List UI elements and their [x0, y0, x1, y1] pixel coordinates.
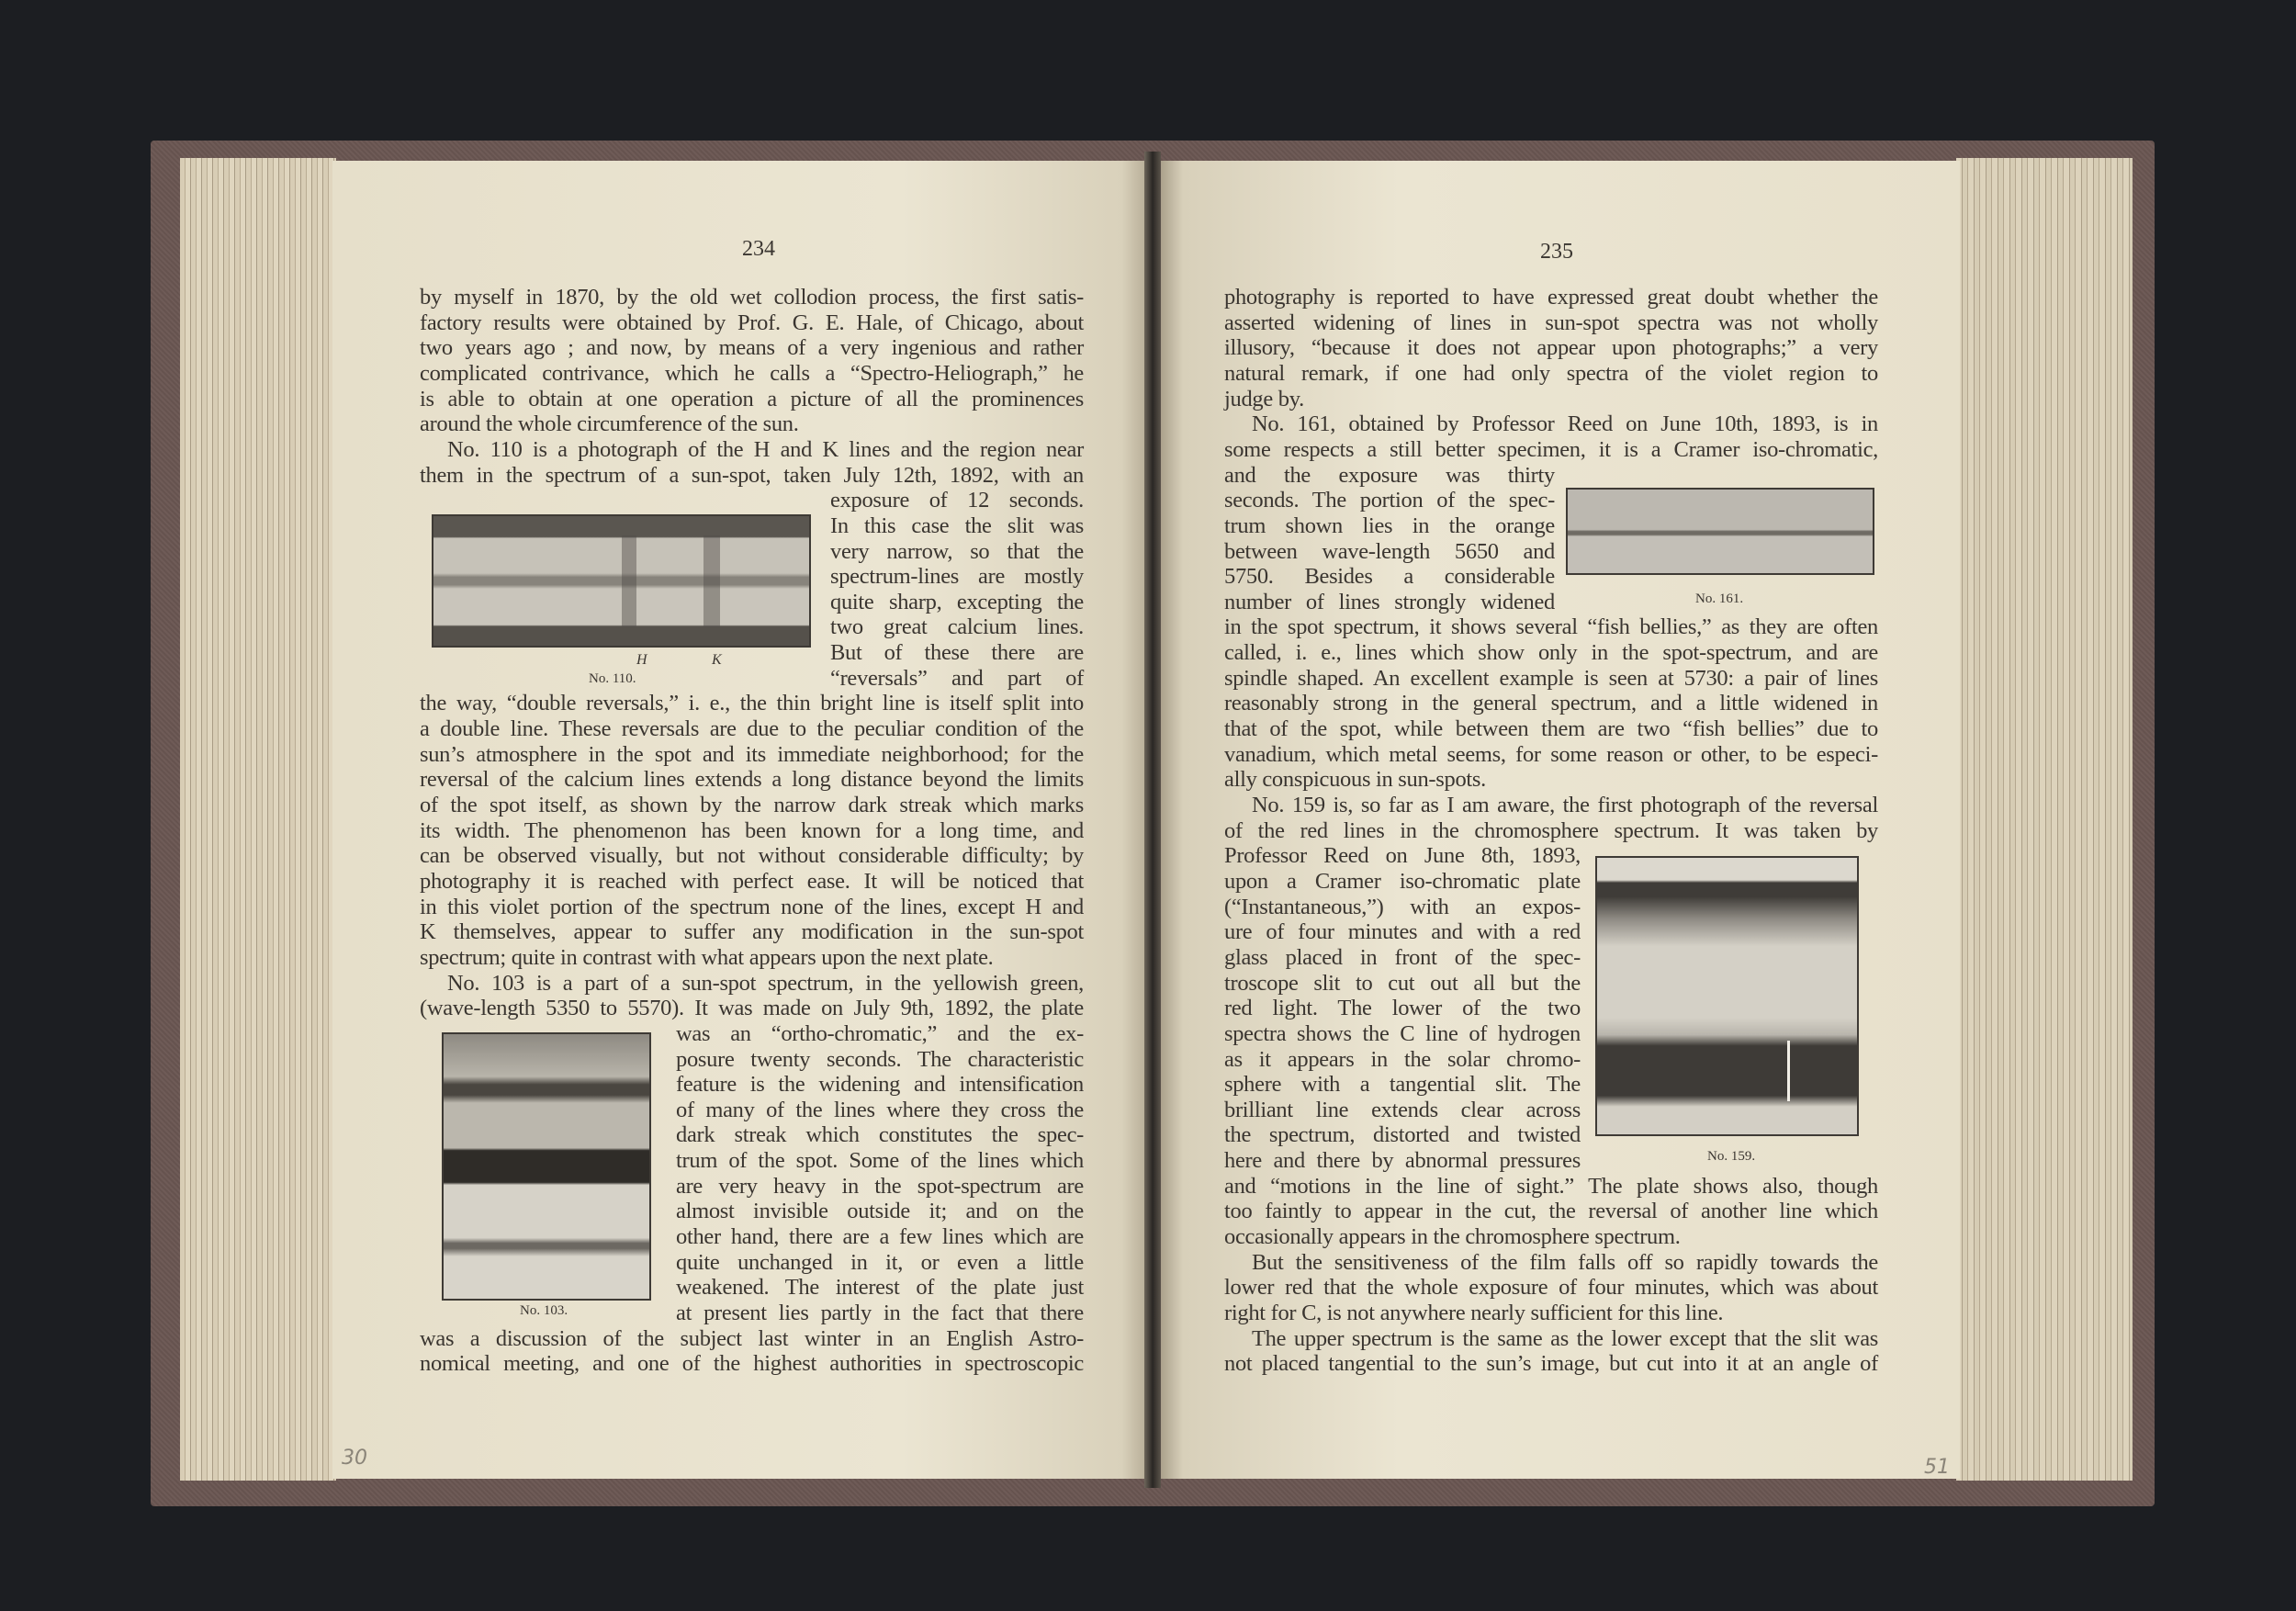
text-line: was a discussion of the subject last winter in an English Astro- [420, 1325, 1084, 1351]
text-line: asserted widening of lines in sun-spot spectra was not wholly [1224, 310, 1878, 335]
page-number-left: 234 [742, 237, 775, 261]
text-line: trum shown lies in the orange [1224, 513, 1555, 538]
text-line: them in the spectrum of a sun-spot, taken July 12th, 1892, with an [420, 462, 1084, 488]
text-line: was an “ortho-chromatic,” and the ex- [676, 1020, 1084, 1046]
figure-159-spectrum [1595, 856, 1859, 1136]
text-line: illusory, “because it does not appear upon photographs;” a very [1224, 335, 1878, 361]
figure-161-spectrum [1566, 488, 1874, 575]
text-line: two great calcium lines. [830, 614, 1084, 640]
text-line: feature is the widening and intensification [676, 1072, 1084, 1098]
text-line: reasonably strong in the general spectrum, and a little widened in [1224, 691, 1878, 716]
text-line: occasionally appears in the chromosphere spectrum. [1224, 1224, 1681, 1250]
text-line: upon a Cramer iso-chromatic plate [1224, 868, 1581, 894]
text-line: vanadium, which metal seems, for some reason or other, to be especi- [1224, 741, 1878, 767]
text-line: natural remark, if one had only spectra of the violet region to [1224, 360, 1878, 386]
text-line: troscope slit to cut out all but the [1224, 970, 1581, 996]
text-line: (“Instantaneous,”) with an expos- [1224, 894, 1581, 919]
text-line: ally conspicuous in sun-spots. [1224, 767, 1486, 793]
text-line: is able to obtain at one operation a picture of all the prominences [420, 386, 1084, 411]
k-line-band [703, 535, 720, 626]
text-line: weakened. The interest of the plate just [676, 1275, 1084, 1301]
text-line: K themselves, appear to suffer any modification in the sun-spot [420, 919, 1084, 945]
text-line: almost invisible outside it; and on the [676, 1199, 1084, 1224]
fig159-caption: No. 159. [1707, 1149, 1756, 1164]
text-line: in this violet portion of the spectrum none of the lines, except H and [420, 894, 1084, 919]
text-line: exposure of 12 seconds. [830, 488, 1084, 513]
text-line: very narrow, so that the [830, 538, 1084, 564]
page-edges-right [1956, 158, 2133, 1481]
text-line: judge by. [1224, 386, 1304, 411]
text-line: spectrum-lines are mostly [830, 564, 1084, 590]
text-line: No. 161, obtained by Professor Reed on June 10th, 1893, is in [1252, 411, 1878, 437]
text-line: But the sensitiveness of the film falls off so rapidly towards the [1252, 1249, 1878, 1275]
page-edges-left [180, 158, 336, 1481]
text-line: spectra shows the C line of hydrogen [1224, 1020, 1581, 1046]
page-number-right: 235 [1540, 240, 1573, 264]
text-line: Professor Reed on June 8th, 1893, [1224, 843, 1581, 869]
text-line: a double line. These reversals are due to the peculiar condition of the [420, 716, 1084, 742]
text-line: not placed tangential to the sun’s image, but cut into it at an angle of [1224, 1351, 1878, 1377]
text-line: and the exposure was thirty [1224, 462, 1555, 488]
fig110-label-h: H [636, 652, 647, 668]
text-line: posure twenty seconds. The characteristic [676, 1046, 1084, 1072]
text-line: But of these there are [830, 640, 1084, 666]
text-line: too faintly to appear in the cut, the reversal of another line which [1224, 1199, 1878, 1224]
figure-110-spectrum [432, 514, 811, 648]
text-line: glass placed in front of the spec- [1224, 944, 1581, 970]
fig110-caption: No. 110. [589, 671, 636, 686]
text-line: ure of four minutes and with a red [1224, 919, 1581, 945]
bright-c-line [1787, 1041, 1790, 1101]
text-line: photography is reported to have expressed great doubt whether the [1224, 285, 1878, 310]
text-line: its width. The phenomenon has been known for a long time, and [420, 817, 1084, 843]
text-line: No. 103 is a part of a sun-spot spectrum, in the yellowish green, [447, 970, 1084, 996]
text-line: as it appears in the solar chromo- [1224, 1046, 1581, 1072]
text-line: right for C, is not anywhere nearly sufficient for this line. [1224, 1301, 1724, 1325]
text-line: and “motions in the line of sight.” The plate shows also, though [1224, 1173, 1878, 1199]
text-line: dark streak which constitutes the spec- [676, 1122, 1084, 1148]
text-line: seconds. The portion of the spec- [1224, 488, 1555, 513]
text-line: factory results were obtained by Prof. G. E. Hale, of Chicago, about [420, 310, 1084, 335]
text-line: in the spot spectrum, it shows several “fish bellies,” as they are often [1224, 614, 1878, 640]
text-line: spindle shaped. An excellent example is seen at 5730: a pair of lines [1224, 665, 1878, 691]
text-line: are very heavy in the spot-spectrum are [676, 1173, 1084, 1199]
text-line: reversal of the calcium lines extends a long distance beyond the limits [420, 767, 1084, 793]
text-line: two years ago ; and now, by means of a very ingenious and rather [420, 335, 1084, 361]
text-line: brilliant line extends clear across [1224, 1097, 1581, 1122]
text-line: spectrum; quite in contrast with what appears upon the next plate. [420, 944, 994, 970]
text-line: red light. The lower of the two [1224, 996, 1581, 1021]
text-line: around the whole circumference of the sun. [420, 411, 799, 437]
text-line: (wave-length 5350 to 5570). It was made on July 9th, 1892, the plate [420, 996, 1084, 1021]
text-line: at present lies partly in the fact that there [676, 1301, 1084, 1325]
text-line: “reversals” and part of [830, 665, 1084, 691]
text-line: complicated contrivance, which he calls a “Spectro-Heliograph,” he [420, 360, 1084, 386]
text-line: of the red lines in the chromosphere spectrum. It was taken by [1224, 817, 1878, 843]
text-line: sphere with a tangential slit. The [1224, 1072, 1581, 1098]
text-line: called, i. e., lines which show only in the spot-spectrum, and are [1224, 640, 1878, 666]
text-line: No. 110 is a photograph of the H and K lines and the region near [447, 436, 1084, 462]
figure-103-spectrum [442, 1032, 651, 1301]
text-line: here and there by abnormal pressures [1224, 1148, 1581, 1174]
text-line: the spectrum, distorted and twisted [1224, 1122, 1581, 1148]
text-line: sun’s atmosphere in the spot and its immediate neighborhood; for the [420, 741, 1084, 767]
pencil-mark-right: 51 [1924, 1456, 1950, 1479]
text-line: other hand, there are a few lines which are [676, 1224, 1084, 1250]
text-line: by myself in 1870, by the old wet collodion process, the first satis- [420, 285, 1084, 310]
text-line: some respects a still better specimen, it is a Cramer iso-chromatic, [1224, 436, 1878, 462]
text-line: quite sharp, excepting the [830, 589, 1084, 614]
text-line: between wave-length 5650 and [1224, 538, 1555, 564]
fig161-caption: No. 161. [1695, 591, 1744, 606]
text-line: 5750. Besides a considerable [1224, 564, 1555, 590]
text-line: number of lines strongly widened [1224, 589, 1555, 614]
fig103-caption: No. 103. [520, 1303, 568, 1318]
text-line: of many of the lines where they cross the [676, 1097, 1084, 1122]
text-line: of the spot itself, as shown by the narrow dark streak which marks [420, 793, 1084, 817]
text-line: trum of the spot. Some of the lines which [676, 1148, 1084, 1174]
h-line-band [622, 535, 636, 626]
text-line: the way, “double reversals,” i. e., the thin bright line is itself split into [420, 691, 1084, 716]
text-line: In this case the slit was [830, 513, 1084, 538]
book-gutter [1144, 152, 1161, 1488]
text-line: lower red that the whole exposure of four minutes, which was about [1224, 1275, 1878, 1301]
text-line: nomical meeting, and one of the highest authorities in spectroscopic [420, 1351, 1084, 1377]
text-line: can be observed visually, but not without considerable difficulty; by [420, 843, 1084, 869]
text-line: that of the spot, while between them are two “fish bellies” due to [1224, 716, 1878, 742]
text-line: photography it is reached with perfect ease. It will be noticed that [420, 868, 1084, 894]
pencil-mark-left: 30 [342, 1447, 367, 1470]
text-line: The upper spectrum is the same as the lower except that the slit was [1252, 1325, 1878, 1351]
text-line: quite unchanged in it, or even a little [676, 1249, 1084, 1275]
text-line: No. 159 is, so far as I am aware, the first photograph of the reversal [1252, 793, 1878, 817]
fig110-label-k: K [712, 652, 722, 668]
